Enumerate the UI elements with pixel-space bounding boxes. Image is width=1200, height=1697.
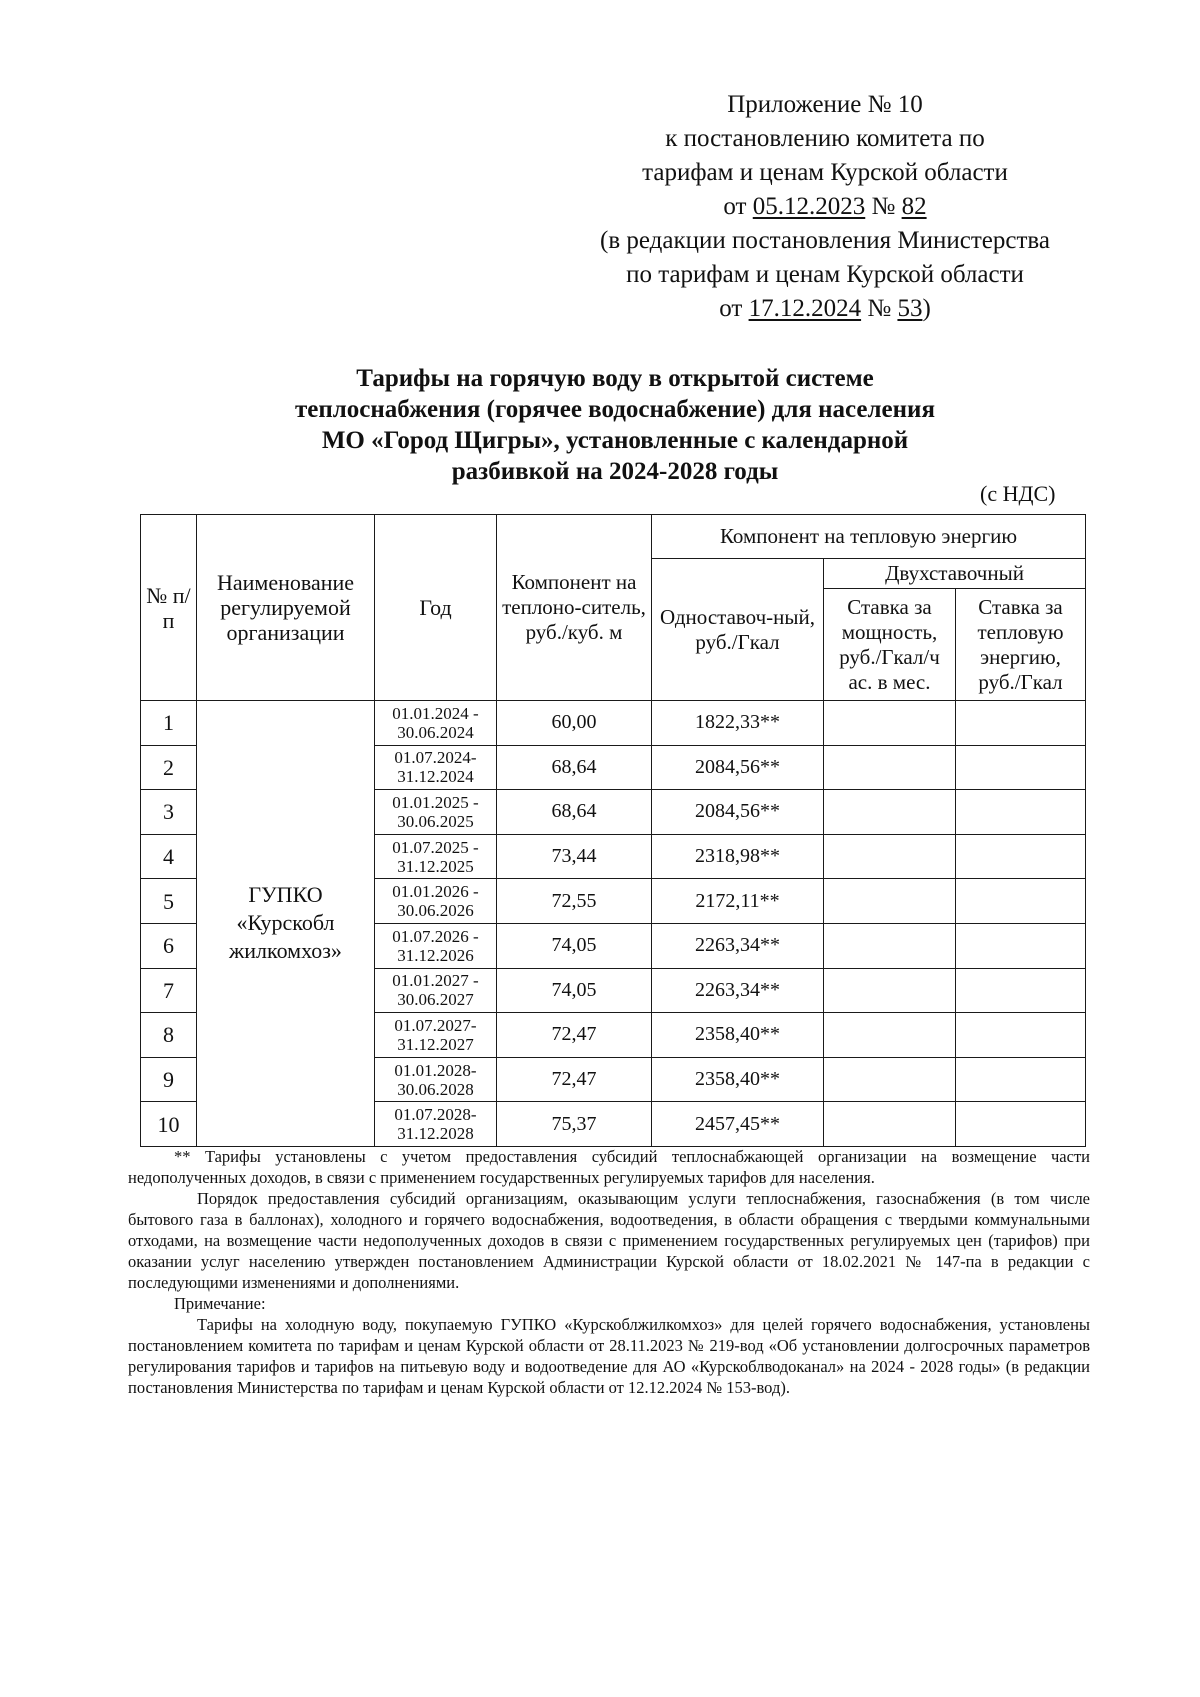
- number-sign: №: [865, 193, 902, 220]
- resolution-date: 05.12.2023: [752, 193, 866, 220]
- period-to: 30.06.2025: [397, 811, 474, 831]
- remark-paragraph: Тарифы на холодную воду, покупаемую ГУПКО «Курскоблжилкомхоз» для целей горячего водоснабжения, установлены постановлением комитета по тарифам и ценам Курской области от 28.11.2023 № 219-вод «Об установлении долгосрочных параметров регулирования тарифов и тарифов на питьевую воду и водоотведение для АО «Курскоблводоканал» на 2024 - 2028 годы» (в редакции постановления Министерства по тарифам и ценам Курской области от 12.12.2024 № 153-вод).: [128, 1315, 1090, 1397]
- resolution-number: 82: [901, 193, 927, 220]
- one-part-value: 2457,45**: [652, 1102, 824, 1147]
- period-from: 01.07.2025 -: [392, 837, 479, 857]
- header-year: Год: [375, 515, 497, 701]
- energy-rate-value: [956, 968, 1086, 1013]
- org-name-line: «Курскобл: [236, 910, 335, 936]
- period-cell: [375, 1102, 497, 1147]
- row-num: 9: [141, 1057, 197, 1102]
- title-line: разбивкой на 2024-2028 годы: [451, 458, 779, 485]
- carrier-value: 74,05: [497, 923, 652, 968]
- energy-rate-value: [956, 834, 1086, 879]
- period-cell: [375, 923, 497, 968]
- row-num: 10: [141, 1102, 197, 1147]
- period-from: 01.07.2024-: [394, 748, 477, 768]
- appendix-line: к постановлению комитета по: [665, 125, 985, 152]
- vat-note: (с НДС): [980, 481, 1056, 506]
- energy-rate-value: [956, 745, 1086, 790]
- carrier-value: 68,64: [497, 790, 652, 835]
- row-num: 4: [141, 834, 197, 879]
- title-line: Тарифы на горячую воду в открытой системе: [356, 365, 874, 392]
- carrier-value: 60,00: [497, 701, 652, 746]
- energy-rate-value: [956, 701, 1086, 746]
- period-cell: [375, 879, 497, 924]
- capacity-rate-value: [824, 834, 956, 879]
- period-from: 01.07.2028-: [394, 1105, 477, 1125]
- period-cell: [375, 790, 497, 835]
- date-prefix: от: [719, 295, 749, 322]
- row-num: 1: [141, 701, 197, 746]
- number-sign: №: [861, 295, 898, 322]
- table-row: [141, 701, 1086, 746]
- period-from: 01.01.2024 -: [392, 703, 479, 723]
- header-num: № п/п: [141, 515, 197, 701]
- period-from: 01.07.2027-: [394, 1015, 477, 1035]
- header-capacity-rate: Ставка за мощность, руб./Гкал/ч ас. в мес.: [824, 589, 956, 701]
- energy-rate-value: [956, 1057, 1086, 1102]
- one-part-value: 2084,56**: [652, 790, 824, 835]
- row-num: 5: [141, 879, 197, 924]
- one-part-value: 2263,34**: [652, 968, 824, 1013]
- period-cell: [375, 968, 497, 1013]
- carrier-value: 74,05: [497, 968, 652, 1013]
- capacity-rate-value: [824, 923, 956, 968]
- header-carrier-component: Компонент на теплоно-ситель, руб./куб. м: [497, 515, 652, 701]
- header-organization: Наименование регулируемой организации: [197, 515, 375, 701]
- appendix-line: по тарифам и ценам Курской области: [626, 261, 1024, 288]
- carrier-value: 72,55: [497, 879, 652, 924]
- capacity-rate-value: [824, 1102, 956, 1147]
- appendix-line: тарифам и ценам Курской области: [642, 159, 1008, 186]
- row-num: 2: [141, 745, 197, 790]
- header-heat-energy-component: Компонент на тепловую энергию: [652, 515, 1086, 559]
- row-num: 8: [141, 1013, 197, 1058]
- one-part-value: 2084,56**: [652, 745, 824, 790]
- period-from: 01.01.2028-: [394, 1060, 477, 1080]
- energy-rate-value: [956, 1102, 1086, 1147]
- date-prefix: от: [723, 193, 753, 220]
- period-to: 30.06.2027: [397, 990, 474, 1010]
- carrier-value: 73,44: [497, 834, 652, 879]
- one-part-value: 2358,40**: [652, 1013, 824, 1058]
- capacity-rate-value: [824, 1013, 956, 1058]
- amendment-date: 17.12.2024: [748, 295, 862, 322]
- amendment-number: 53: [897, 295, 923, 322]
- capacity-rate-value: [824, 745, 956, 790]
- period-to: 30.06.2028: [397, 1079, 474, 1099]
- header-energy-rate: Ставка за тепловую энергию, руб./Гкал: [956, 589, 1086, 701]
- footnote: ** Тарифы установлены с учетом предоставления субсидий теплоснабжающей организации на возмещение части недополученных доходов, в связи с применением государственных регулируемых тарифов для населения.: [128, 1147, 1090, 1187]
- period-cell: [375, 701, 497, 746]
- row-num: 6: [141, 923, 197, 968]
- appendix-amend-line: [560, 292, 1090, 326]
- period-to: 30.06.2024: [397, 722, 474, 742]
- period-cell: [375, 1057, 497, 1102]
- energy-rate-value: [956, 923, 1086, 968]
- period-to: 31.12.2026: [397, 945, 474, 965]
- document-title: [220, 363, 1010, 487]
- header-two-part: Двухставочный: [824, 559, 1086, 589]
- energy-rate-value: [956, 1013, 1086, 1058]
- period-from: 01.07.2026 -: [392, 926, 479, 946]
- org-name-line: ГУПКО: [248, 882, 323, 908]
- energy-rate-value: [956, 879, 1086, 924]
- one-part-value: 2263,34**: [652, 923, 824, 968]
- organization-cell: [197, 701, 375, 1147]
- period-cell: [375, 745, 497, 790]
- capacity-rate-value: [824, 968, 956, 1013]
- row-num: 7: [141, 968, 197, 1013]
- capacity-rate-value: [824, 701, 956, 746]
- period-cell: [375, 834, 497, 879]
- one-part-value: 2172,11**: [652, 879, 824, 924]
- period-cell: [375, 1013, 497, 1058]
- period-from: 01.01.2026 -: [392, 882, 479, 902]
- appendix-header: [560, 88, 1090, 326]
- row-num: 3: [141, 790, 197, 835]
- appendix-number: Приложение № 10: [727, 91, 923, 118]
- one-part-value: 2318,98**: [652, 834, 824, 879]
- title-line: теплоснабжения (горячее водоснабжение) для населения: [294, 396, 935, 423]
- carrier-value: 68,64: [497, 745, 652, 790]
- subsidy-procedure-paragraph: Порядок предоставления субсидий организациям, оказывающим услуги теплоснабжения, газоснабжения (в том числе бытового газа в баллонах), холодного и горячего водоснабжения, водоотведения, в области обращения с твердыми коммунальными отходами, на возмещение части недополученных доходов в связи с применением государственных регулируемых цен (тарифов) при оказании услуг населению утвержден постановлением Администрации Курской области от 18.02.2021 № 147-па в редакции с последующими изменениями и дополнениями.: [128, 1189, 1090, 1292]
- title-line: МО «Город Щигры», установленные с календарной: [321, 427, 909, 454]
- appendix-date-line: [560, 190, 1090, 224]
- closing-paren: ): [922, 295, 931, 322]
- period-to: 31.12.2027: [397, 1034, 474, 1054]
- tariff-table: [140, 514, 1086, 1147]
- period-from: 01.01.2027 -: [392, 971, 479, 991]
- carrier-value: 75,37: [497, 1102, 652, 1147]
- remark-label: Примечание:: [174, 1294, 266, 1313]
- capacity-rate-value: [824, 879, 956, 924]
- one-part-value: 1822,33**: [652, 701, 824, 746]
- period-to: 31.12.2024: [397, 767, 474, 787]
- period-to: 31.12.2028: [397, 1124, 474, 1144]
- one-part-value: 2358,40**: [652, 1057, 824, 1102]
- header-one-part: Одноставоч-ный, руб./Гкал: [652, 559, 824, 701]
- period-to: 30.06.2026: [397, 901, 474, 921]
- carrier-value: 72,47: [497, 1013, 652, 1058]
- capacity-rate-value: [824, 1057, 956, 1102]
- appendix-line: (в редакции постановления Министерства: [600, 227, 1050, 254]
- org-name-line: жилкомхоз»: [229, 938, 342, 964]
- carrier-value: 72,47: [497, 1057, 652, 1102]
- period-to: 31.12.2025: [397, 856, 474, 876]
- notes-section: [128, 1146, 1090, 1398]
- energy-rate-value: [956, 790, 1086, 835]
- capacity-rate-value: [824, 790, 956, 835]
- period-from: 01.01.2025 -: [392, 792, 479, 812]
